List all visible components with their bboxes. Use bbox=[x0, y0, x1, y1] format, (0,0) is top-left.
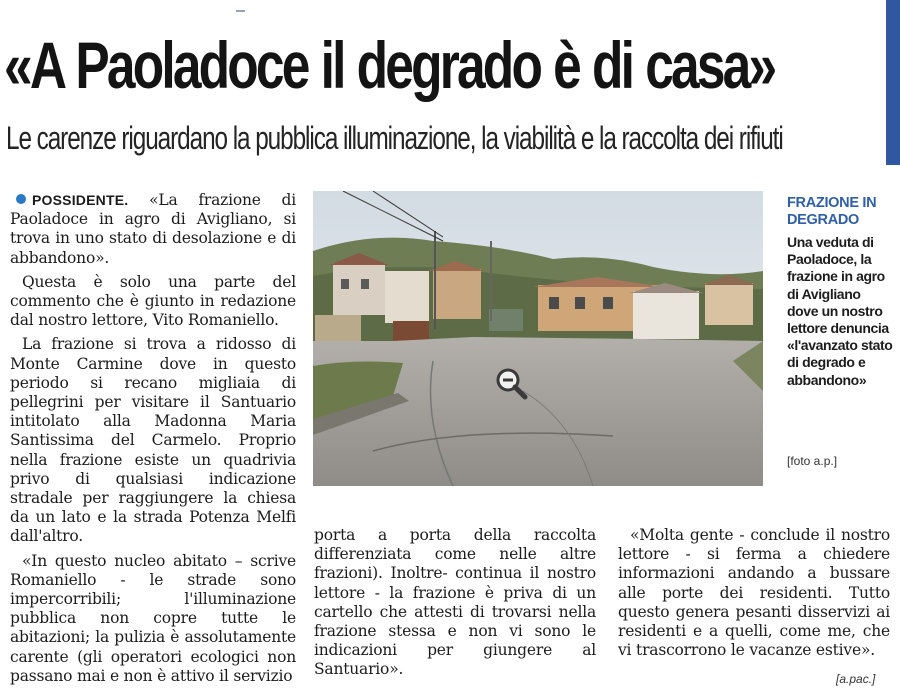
photo-caption-title: FRAZIONE IN DEGRADO bbox=[787, 195, 877, 228]
photo-caption-text: Una veduta di Paoladoce, la frazione in agro di Avigliano dove un nostro lettore denuncia «l'avanzato stato di degrado e abbandono» bbox=[787, 234, 893, 388]
photo-credit: [foto a.p.] bbox=[787, 454, 838, 468]
article-column-3 bbox=[618, 526, 890, 665]
paragraph-text: «La frazione di Paoladoce in agro di Avigliano, si trova in uno stato di desolazione e di abbandono». bbox=[10, 191, 297, 267]
article-column-1 bbox=[10, 191, 296, 691]
article-subheadline: Le carenze riguardano la pubblica illuminazione, la viabilità e la raccolta dei rifiuti bbox=[6, 120, 783, 156]
article-column-2 bbox=[314, 526, 596, 685]
article-headline: «A Paoladoce il degrado è di casa» bbox=[4, 28, 775, 102]
paragraph: La frazione si trova a ridosso di Monte Carmine dove in questo periodo si recano migliaia di pellegrini per visitare il Santuario intitolato alla Madonna Maria Santissima del Carmelo. Proprio nella frazione esiste un quadrivia privo di qualsiasi indicazione stradale per raggiungere la chiesa da un lato e la strada Potenza Melfi dall'altro. bbox=[10, 335, 296, 546]
street-scene-image bbox=[313, 191, 763, 486]
paragraph: «Molta gente - conclude il nostro lettore - si ferma a chiedere informazioni andando a bussare alle porte dei residenti. Tutto questo genera pesanti disservizi ai residenti e a quelli, come me, che vi trascorrono le vacanze estive». bbox=[618, 526, 890, 660]
author-signature: [a.pac.] bbox=[836, 672, 876, 686]
lead-label: POSSIDENTE. bbox=[32, 192, 129, 208]
zoom-out-icon[interactable] bbox=[493, 365, 529, 401]
page-edge-color-bar bbox=[886, 0, 900, 165]
article-photo[interactable] bbox=[313, 191, 763, 486]
bullet-icon bbox=[16, 194, 26, 204]
paragraph: «In questo nucleo abitato – scrive Romaniello - le strade sono impercorribili; l'illuminazione pubblica non copre tutte le abitazioni; la pulizia è assolutamente carente (gli operatori ecologici non passano mai e non è attivo il servizio bbox=[10, 551, 296, 685]
paragraph: porta a porta della raccolta differenziata come nelle altre frazioni). Inoltre- continua il nostro lettore - la frazione è priva di un cartello che attesti di trovarsi nella frazione stessa e non vi sono le indicazioni per giungere al Santuario». bbox=[314, 526, 596, 679]
page-top-mark bbox=[236, 10, 245, 12]
lead-paragraph bbox=[10, 191, 296, 268]
paragraph: Questa è solo una parte del commento che è giunto in redazione dal nostro lettore, Vito Romaniello. bbox=[10, 272, 296, 330]
